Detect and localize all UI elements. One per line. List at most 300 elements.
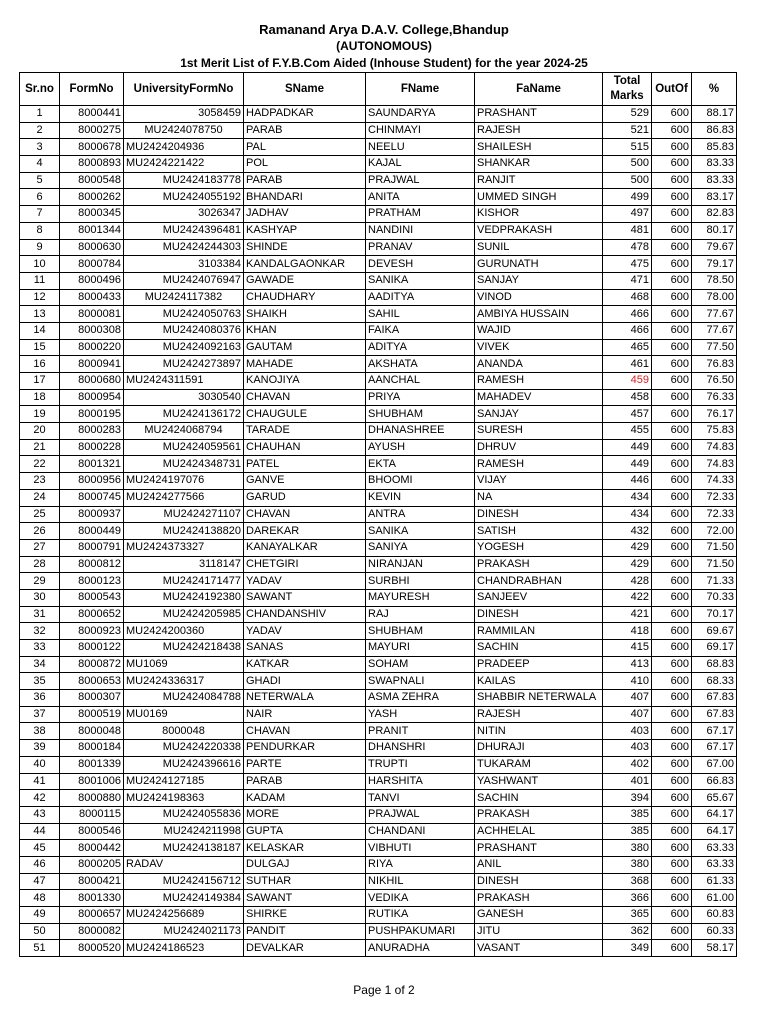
cell-percent: 79.67 bbox=[692, 239, 737, 256]
cell-fname: AYUSH bbox=[366, 439, 475, 456]
cell-fname: PRIYA bbox=[366, 389, 475, 406]
table-row bbox=[20, 339, 737, 356]
cell-total-marks: 461 bbox=[603, 356, 652, 373]
cell-outof: 600 bbox=[652, 373, 692, 390]
cell-faname: WAJID bbox=[475, 322, 603, 339]
cell-sname: GAUTAM bbox=[244, 339, 366, 356]
cell-total-marks: 429 bbox=[603, 539, 652, 556]
cell-percent: 83.33 bbox=[692, 156, 737, 173]
cell-fname: AKSHATA bbox=[366, 356, 475, 373]
cell-formno: 8000543 bbox=[60, 589, 124, 606]
cell-outof: 600 bbox=[652, 606, 692, 623]
table-row bbox=[20, 389, 737, 406]
cell-srno: 13 bbox=[20, 306, 60, 323]
cell-faname: UMMED SINGH bbox=[475, 189, 603, 206]
cell-formno: 8000081 bbox=[60, 306, 124, 323]
cell-fname: ASMA ZEHRA bbox=[366, 690, 475, 707]
cell-srno: 42 bbox=[20, 790, 60, 807]
table-row bbox=[20, 106, 737, 123]
table-row bbox=[20, 589, 737, 606]
cell-total-marks: 449 bbox=[603, 439, 652, 456]
table-row bbox=[20, 640, 737, 657]
cell-percent: 78.50 bbox=[692, 272, 737, 289]
cell-faname: NA bbox=[475, 489, 603, 506]
cell-srno: 39 bbox=[20, 740, 60, 757]
cell-percent: 69.67 bbox=[692, 623, 737, 640]
cell-total-marks: 368 bbox=[603, 873, 652, 890]
cell-sname: SANAS bbox=[244, 640, 366, 657]
cell-formno: 8000893 bbox=[60, 156, 124, 173]
cell-srno: 20 bbox=[20, 423, 60, 440]
cell-total-marks: 418 bbox=[603, 623, 652, 640]
cell-sname: TARADE bbox=[244, 423, 366, 440]
cell-faname: CHANDRABHAN bbox=[475, 573, 603, 590]
cell-percent: 70.17 bbox=[692, 606, 737, 623]
cell-srno: 12 bbox=[20, 289, 60, 306]
cell-university-formno: MU2424186523 bbox=[124, 940, 244, 957]
cell-total-marks: 465 bbox=[603, 339, 652, 356]
cell-srno: 26 bbox=[20, 523, 60, 540]
cell-total-marks: 471 bbox=[603, 272, 652, 289]
cell-university-formno: MU2424059561 bbox=[124, 439, 244, 456]
cell-formno: 8000956 bbox=[60, 473, 124, 490]
cell-sname: SAWANT bbox=[244, 589, 366, 606]
cell-fname: ANURADHA bbox=[366, 940, 475, 957]
cell-fname: NIKHIL bbox=[366, 873, 475, 890]
cell-sname: PATEL bbox=[244, 456, 366, 473]
cell-fname: SHUBHAM bbox=[366, 406, 475, 423]
col-header-percent: % bbox=[692, 73, 737, 106]
cell-sname: CHAVAN bbox=[244, 723, 366, 740]
cell-total-marks: 459 bbox=[603, 373, 652, 390]
cell-fname: SURBHI bbox=[366, 573, 475, 590]
cell-formno: 8000548 bbox=[60, 172, 124, 189]
cell-percent: 88.17 bbox=[692, 106, 737, 123]
cell-total-marks: 422 bbox=[603, 589, 652, 606]
cell-outof: 600 bbox=[652, 856, 692, 873]
cell-university-formno: MU2424256689 bbox=[124, 907, 244, 924]
cell-sname: SHINDE bbox=[244, 239, 366, 256]
cell-outof: 600 bbox=[652, 256, 692, 273]
cell-srno: 43 bbox=[20, 806, 60, 823]
cell-percent: 76.33 bbox=[692, 389, 737, 406]
cell-university-formno: MU2424244303 bbox=[124, 239, 244, 256]
cell-faname: SHANKAR bbox=[475, 156, 603, 173]
cell-percent: 60.33 bbox=[692, 923, 737, 940]
cell-sname: GAWADE bbox=[244, 272, 366, 289]
cell-fname: SANIKA bbox=[366, 272, 475, 289]
cell-university-formno: MU2424136172 bbox=[124, 406, 244, 423]
cell-total-marks: 385 bbox=[603, 823, 652, 840]
cell-fname: EKTA bbox=[366, 456, 475, 473]
cell-srno: 37 bbox=[20, 706, 60, 723]
cell-university-formno: 3103384 bbox=[124, 256, 244, 273]
cell-formno: 8000122 bbox=[60, 640, 124, 657]
cell-university-formno: MU2424373327 bbox=[124, 539, 244, 556]
cell-srno: 44 bbox=[20, 823, 60, 840]
cell-outof: 600 bbox=[652, 773, 692, 790]
cell-faname: SATISH bbox=[475, 523, 603, 540]
col-header-srno: Sr.no bbox=[20, 73, 60, 106]
cell-university-formno: 3118147 bbox=[124, 556, 244, 573]
cell-srno: 29 bbox=[20, 573, 60, 590]
cell-university-formno: MU2424080376 bbox=[124, 322, 244, 339]
cell-faname: VINOD bbox=[475, 289, 603, 306]
cell-fname: HARSHITA bbox=[366, 773, 475, 790]
cell-sname: YADAV bbox=[244, 573, 366, 590]
cell-outof: 600 bbox=[652, 523, 692, 540]
cell-srno: 46 bbox=[20, 856, 60, 873]
cell-srno: 19 bbox=[20, 406, 60, 423]
cell-total-marks: 349 bbox=[603, 940, 652, 957]
cell-fname: DHANSHRI bbox=[366, 740, 475, 757]
cell-faname: GURUNATH bbox=[475, 256, 603, 273]
cell-percent: 76.50 bbox=[692, 373, 737, 390]
table-row bbox=[20, 606, 737, 623]
cell-sname: GARUD bbox=[244, 489, 366, 506]
cell-total-marks: 466 bbox=[603, 306, 652, 323]
table-row bbox=[20, 239, 737, 256]
cell-percent: 68.83 bbox=[692, 656, 737, 673]
cell-fname: PRANAV bbox=[366, 239, 475, 256]
cell-percent: 76.83 bbox=[692, 356, 737, 373]
cell-sname: JADHAV bbox=[244, 206, 366, 223]
cell-faname: VIVEK bbox=[475, 339, 603, 356]
cell-outof: 600 bbox=[652, 823, 692, 840]
cell-formno: 8000812 bbox=[60, 556, 124, 573]
cell-total-marks: 455 bbox=[603, 423, 652, 440]
table-row bbox=[20, 139, 737, 156]
cell-university-formno: MU2424055836 bbox=[124, 806, 244, 823]
cell-fname: KAJAL bbox=[366, 156, 475, 173]
cell-outof: 600 bbox=[652, 673, 692, 690]
cell-total-marks: 402 bbox=[603, 756, 652, 773]
cell-sname: PARAB bbox=[244, 773, 366, 790]
cell-formno: 8000262 bbox=[60, 189, 124, 206]
cell-fname: ANTRA bbox=[366, 506, 475, 523]
cell-outof: 600 bbox=[652, 406, 692, 423]
table-row bbox=[20, 473, 737, 490]
cell-formno: 8000880 bbox=[60, 790, 124, 807]
cell-formno: 8000519 bbox=[60, 706, 124, 723]
cell-total-marks: 457 bbox=[603, 406, 652, 423]
cell-srno: 22 bbox=[20, 456, 60, 473]
cell-formno: 8000220 bbox=[60, 339, 124, 356]
cell-sname: DAREKAR bbox=[244, 523, 366, 540]
cell-outof: 600 bbox=[652, 206, 692, 223]
cell-total-marks: 466 bbox=[603, 322, 652, 339]
cell-srno: 18 bbox=[20, 389, 60, 406]
cell-outof: 600 bbox=[652, 740, 692, 757]
cell-total-marks: 458 bbox=[603, 389, 652, 406]
table-row bbox=[20, 890, 737, 907]
cell-outof: 600 bbox=[652, 423, 692, 440]
cell-srno: 49 bbox=[20, 907, 60, 924]
cell-percent: 71.50 bbox=[692, 539, 737, 556]
cell-formno: 8000308 bbox=[60, 322, 124, 339]
cell-sname: BHANDARI bbox=[244, 189, 366, 206]
cell-fname: RIYA bbox=[366, 856, 475, 873]
cell-outof: 600 bbox=[652, 556, 692, 573]
cell-sname: SAWANT bbox=[244, 890, 366, 907]
table-row bbox=[20, 723, 737, 740]
cell-outof: 600 bbox=[652, 656, 692, 673]
cell-university-formno: MU2424156712 bbox=[124, 873, 244, 890]
cell-sname: PANDIT bbox=[244, 923, 366, 940]
cell-sname: GUPTA bbox=[244, 823, 366, 840]
cell-sname: CHAUDHARY bbox=[244, 289, 366, 306]
cell-srno: 16 bbox=[20, 356, 60, 373]
cell-sname: POL bbox=[244, 156, 366, 173]
cell-percent: 71.50 bbox=[692, 556, 737, 573]
cell-faname: TUKARAM bbox=[475, 756, 603, 773]
cell-formno: 8001339 bbox=[60, 756, 124, 773]
cell-formno: 8000630 bbox=[60, 239, 124, 256]
cell-formno: 8000195 bbox=[60, 406, 124, 423]
table-row bbox=[20, 206, 737, 223]
cell-faname: SACHIN bbox=[475, 790, 603, 807]
cell-fname: VEDIKA bbox=[366, 890, 475, 907]
table-row bbox=[20, 656, 737, 673]
cell-faname: YASHWANT bbox=[475, 773, 603, 790]
cell-fname: NEELU bbox=[366, 139, 475, 156]
cell-total-marks: 403 bbox=[603, 723, 652, 740]
cell-sname: YADAV bbox=[244, 623, 366, 640]
table-row bbox=[20, 756, 737, 773]
cell-srno: 6 bbox=[20, 189, 60, 206]
cell-university-formno: MU2424200360 bbox=[124, 623, 244, 640]
cell-percent: 63.33 bbox=[692, 856, 737, 873]
cell-faname: SANJAY bbox=[475, 406, 603, 423]
table-row bbox=[20, 823, 737, 840]
cell-percent: 63.33 bbox=[692, 840, 737, 857]
cell-srno: 2 bbox=[20, 122, 60, 139]
cell-faname: MAHADEV bbox=[475, 389, 603, 406]
cell-formno: 8000421 bbox=[60, 873, 124, 890]
cell-university-formno: MU2424021173 bbox=[124, 923, 244, 940]
cell-total-marks: 499 bbox=[603, 189, 652, 206]
cell-faname: AMBIYA HUSSAIN bbox=[475, 306, 603, 323]
cell-formno: 8000784 bbox=[60, 256, 124, 273]
cell-faname: RAMESH bbox=[475, 456, 603, 473]
cell-fname: SANIYA bbox=[366, 539, 475, 556]
cell-faname: RAMMILAN bbox=[475, 623, 603, 640]
cell-faname: SUNIL bbox=[475, 239, 603, 256]
cell-university-formno: MU2424273897 bbox=[124, 356, 244, 373]
cell-outof: 600 bbox=[652, 389, 692, 406]
table-row bbox=[20, 156, 737, 173]
cell-outof: 600 bbox=[652, 723, 692, 740]
cell-fname: ANITA bbox=[366, 189, 475, 206]
cell-formno: 8000275 bbox=[60, 122, 124, 139]
table-row bbox=[20, 623, 737, 640]
cell-faname: PRASHANT bbox=[475, 106, 603, 123]
cell-university-formno: MU2424336317 bbox=[124, 673, 244, 690]
cell-outof: 600 bbox=[652, 222, 692, 239]
cell-total-marks: 429 bbox=[603, 556, 652, 573]
cell-srno: 3 bbox=[20, 139, 60, 156]
cell-formno: 8000228 bbox=[60, 439, 124, 456]
cell-sname: NAIR bbox=[244, 706, 366, 723]
cell-total-marks: 366 bbox=[603, 890, 652, 907]
cell-university-formno: MU2424149384 bbox=[124, 890, 244, 907]
cell-percent: 64.17 bbox=[692, 823, 737, 840]
cell-university-formno: MU2424055192 bbox=[124, 189, 244, 206]
page-footer: Page 1 of 2 bbox=[353, 983, 415, 997]
table-row bbox=[20, 489, 737, 506]
cell-outof: 600 bbox=[652, 890, 692, 907]
cell-outof: 600 bbox=[652, 289, 692, 306]
cell-fname: PRANIT bbox=[366, 723, 475, 740]
cell-formno: 8000680 bbox=[60, 373, 124, 390]
cell-university-formno: MU2424127185 bbox=[124, 773, 244, 790]
table-row bbox=[20, 523, 737, 540]
cell-fname: TANVI bbox=[366, 790, 475, 807]
cell-university-formno: MU2424171477 bbox=[124, 573, 244, 590]
cell-faname: PRAKASH bbox=[475, 806, 603, 823]
cell-formno: 8000923 bbox=[60, 623, 124, 640]
cell-total-marks: 500 bbox=[603, 156, 652, 173]
cell-fname: DEVESH bbox=[366, 256, 475, 273]
cell-university-formno: MU2424396616 bbox=[124, 756, 244, 773]
cell-percent: 67.17 bbox=[692, 740, 737, 757]
cell-formno: 8001344 bbox=[60, 222, 124, 239]
cell-university-formno: MU2424277566 bbox=[124, 489, 244, 506]
cell-srno: 30 bbox=[20, 589, 60, 606]
cell-faname: DINESH bbox=[475, 506, 603, 523]
cell-sname: PARAB bbox=[244, 122, 366, 139]
cell-sname: KANAYALKAR bbox=[244, 539, 366, 556]
cell-srno: 9 bbox=[20, 239, 60, 256]
cell-formno: 8000205 bbox=[60, 856, 124, 873]
cell-fname: SANIKA bbox=[366, 523, 475, 540]
cell-srno: 23 bbox=[20, 473, 60, 490]
cell-total-marks: 500 bbox=[603, 172, 652, 189]
cell-total-marks: 497 bbox=[603, 206, 652, 223]
cell-total-marks: 385 bbox=[603, 806, 652, 823]
table-row bbox=[20, 740, 737, 757]
cell-percent: 74.83 bbox=[692, 456, 737, 473]
cell-formno: 8000441 bbox=[60, 106, 124, 123]
cell-fname: SAHIL bbox=[366, 306, 475, 323]
cell-outof: 600 bbox=[652, 690, 692, 707]
cell-formno: 8001321 bbox=[60, 456, 124, 473]
cell-formno: 8000653 bbox=[60, 673, 124, 690]
cell-sname: DEVALKAR bbox=[244, 940, 366, 957]
cell-university-formno: MU2424076947 bbox=[124, 272, 244, 289]
cell-total-marks: 415 bbox=[603, 640, 652, 657]
cell-faname: SHAILESH bbox=[475, 139, 603, 156]
cell-fname: FAIKA bbox=[366, 322, 475, 339]
cell-outof: 600 bbox=[652, 306, 692, 323]
cell-formno: 8000496 bbox=[60, 272, 124, 289]
cell-formno: 8000791 bbox=[60, 539, 124, 556]
table-row bbox=[20, 790, 737, 807]
merit-list-table bbox=[19, 72, 737, 957]
cell-sname: SHAIKH bbox=[244, 306, 366, 323]
cell-faname: SACHIN bbox=[475, 640, 603, 657]
cell-outof: 600 bbox=[652, 623, 692, 640]
cell-srno: 50 bbox=[20, 923, 60, 940]
cell-total-marks: 403 bbox=[603, 740, 652, 757]
table-row bbox=[20, 873, 737, 890]
col-header-university-formno: UniversityFormNo bbox=[124, 73, 244, 106]
cell-outof: 600 bbox=[652, 272, 692, 289]
table-row bbox=[20, 806, 737, 823]
cell-sname: SHIRKE bbox=[244, 907, 366, 924]
cell-total-marks: 428 bbox=[603, 573, 652, 590]
cell-faname: PRASHANT bbox=[475, 840, 603, 857]
autonomous-label: (AUTONOMOUS) bbox=[336, 39, 432, 53]
cell-faname: SURESH bbox=[475, 423, 603, 440]
cell-faname: PRAKASH bbox=[475, 556, 603, 573]
cell-university-formno: RADAV bbox=[124, 856, 244, 873]
cell-fname: SOHAM bbox=[366, 656, 475, 673]
cell-faname: KAILAS bbox=[475, 673, 603, 690]
cell-srno: 41 bbox=[20, 773, 60, 790]
cell-outof: 600 bbox=[652, 539, 692, 556]
cell-university-formno: MU2424084788 bbox=[124, 690, 244, 707]
cell-fname: NANDINI bbox=[366, 222, 475, 239]
cell-fname: RUTIKA bbox=[366, 907, 475, 924]
cell-fname: PRATHAM bbox=[366, 206, 475, 223]
cell-sname: PARAB bbox=[244, 172, 366, 189]
cell-university-formno: MU2424218438 bbox=[124, 640, 244, 657]
col-header-outof: OutOf bbox=[652, 73, 692, 106]
cell-sname: KANOJIYA bbox=[244, 373, 366, 390]
cell-faname: YOGESH bbox=[475, 539, 603, 556]
cell-srno: 1 bbox=[20, 106, 60, 123]
cell-sname: NETERWALA bbox=[244, 690, 366, 707]
cell-percent: 82.83 bbox=[692, 206, 737, 223]
cell-formno: 8000123 bbox=[60, 573, 124, 590]
cell-faname: VIJAY bbox=[475, 473, 603, 490]
cell-total-marks: 413 bbox=[603, 656, 652, 673]
cell-formno: 8000184 bbox=[60, 740, 124, 757]
cell-university-formno: MU2424117382 bbox=[124, 289, 244, 306]
cell-percent: 70.33 bbox=[692, 589, 737, 606]
cell-outof: 600 bbox=[652, 172, 692, 189]
cell-outof: 600 bbox=[652, 506, 692, 523]
cell-percent: 83.33 bbox=[692, 172, 737, 189]
cell-total-marks: 434 bbox=[603, 506, 652, 523]
table-row bbox=[20, 573, 737, 590]
cell-fname: ADITYA bbox=[366, 339, 475, 356]
cell-university-formno: MU1069 bbox=[124, 656, 244, 673]
cell-outof: 600 bbox=[652, 706, 692, 723]
cell-fname: PUSHPAKUMARI bbox=[366, 923, 475, 940]
cell-university-formno: MU2424205985 bbox=[124, 606, 244, 623]
cell-faname: DINESH bbox=[475, 606, 603, 623]
cell-university-formno: 3058459 bbox=[124, 106, 244, 123]
cell-total-marks: 475 bbox=[603, 256, 652, 273]
cell-faname: SHABBIR NETERWALA bbox=[475, 690, 603, 707]
cell-formno: 8001330 bbox=[60, 890, 124, 907]
table-row bbox=[20, 506, 737, 523]
cell-formno: 8000941 bbox=[60, 356, 124, 373]
cell-srno: 40 bbox=[20, 756, 60, 773]
cell-fname: CHANDANI bbox=[366, 823, 475, 840]
cell-total-marks: 362 bbox=[603, 923, 652, 940]
merit-list-title: 1st Merit List of F.Y.B.Com Aided (Inhouse Student) for the year 2024-25 bbox=[180, 56, 588, 70]
cell-outof: 600 bbox=[652, 640, 692, 657]
cell-total-marks: 401 bbox=[603, 773, 652, 790]
cell-formno: 8000937 bbox=[60, 506, 124, 523]
cell-formno: 8001006 bbox=[60, 773, 124, 790]
cell-outof: 600 bbox=[652, 907, 692, 924]
cell-fname: BHOOMI bbox=[366, 473, 475, 490]
cell-fname: CHINMAYI bbox=[366, 122, 475, 139]
